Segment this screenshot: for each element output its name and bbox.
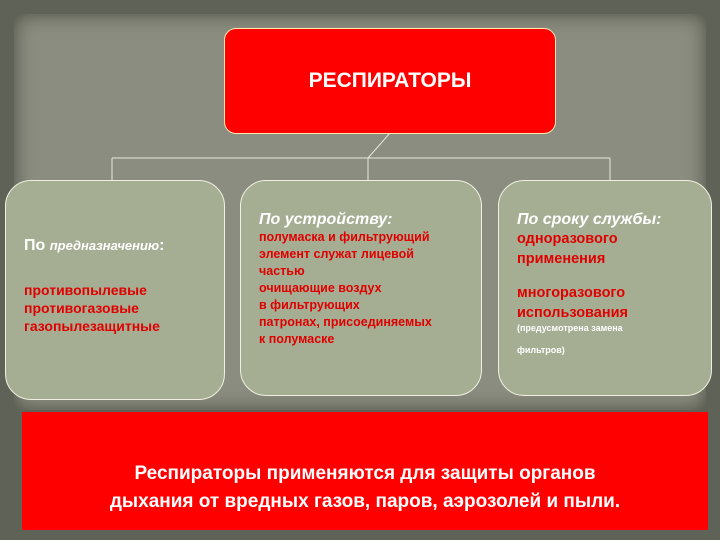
list-item: противопылевые bbox=[24, 282, 147, 298]
list-line: элемент служат лицевой bbox=[259, 247, 414, 261]
lifetime-box bbox=[498, 180, 712, 396]
list-line: патронах, присоединяемых bbox=[259, 315, 432, 329]
note: фильтров) bbox=[517, 345, 565, 355]
purpose-head-main: предназначению bbox=[49, 238, 160, 253]
title-box: РЕСПИРАТОРЫ bbox=[224, 28, 556, 134]
list-line: полумаска и фильтрующий bbox=[259, 230, 430, 244]
list-item: газопылезащитные bbox=[24, 318, 160, 334]
list-line: многоразового bbox=[517, 285, 626, 301]
list-line: к полумаске bbox=[259, 332, 335, 346]
list-line: применения bbox=[517, 251, 606, 267]
list-line: использования bbox=[517, 305, 628, 321]
device-head: По устройству: bbox=[259, 211, 393, 228]
device-box bbox=[240, 180, 482, 396]
list-line: одноразового bbox=[517, 231, 618, 247]
list-item: противогазовые bbox=[24, 300, 139, 316]
note: (предусмотрена замена bbox=[517, 323, 623, 333]
footer-box bbox=[22, 412, 708, 530]
lifetime-head: По сроку службы: bbox=[517, 211, 662, 228]
purpose-head: По bbox=[24, 237, 50, 254]
purpose-box bbox=[5, 180, 225, 400]
footer-line: Респираторы применяются для защиты органов bbox=[134, 463, 596, 484]
purpose-head-suffix: : bbox=[159, 237, 165, 254]
footer-line: дыхания от вредных газов, паров, аэрозолей и пыли. bbox=[109, 491, 621, 512]
list-line: в фильтрующих bbox=[259, 298, 360, 312]
list-line: очищающие воздух bbox=[259, 281, 382, 295]
list-line: частью bbox=[259, 264, 305, 278]
